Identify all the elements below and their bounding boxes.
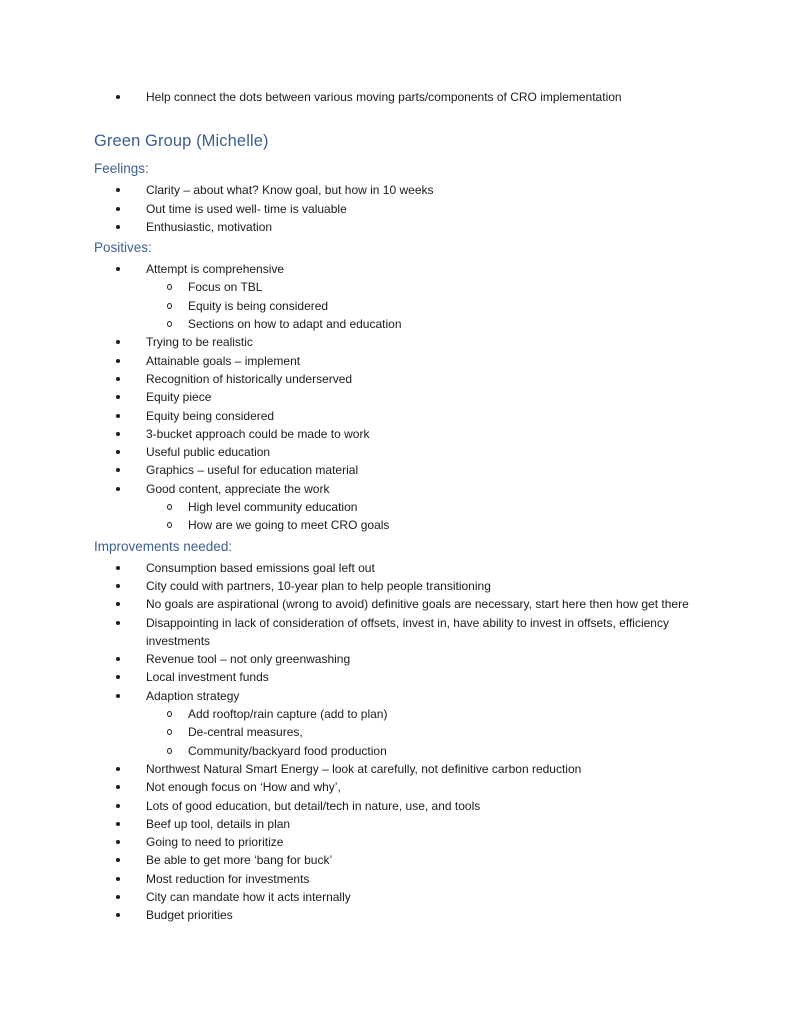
bullet-disc-icon [116,858,120,862]
bullet-item [94,218,712,236]
section-heading: Feelings: [94,161,149,177]
bullet-text: Beef up tool, details in plan [146,816,291,831]
bullet-text: Most reduction for investments [146,871,310,886]
bullet-circle-icon [167,522,172,528]
bullet-text: Useful public education [146,445,271,460]
bullet-item [94,687,712,705]
bullet-text: City could with partners, 10-year plan to help people transitioning [146,578,491,593]
bullet-disc-icon [116,785,120,789]
bullet-disc-icon [116,267,120,271]
bullet-text: Trying to be realistic [146,335,253,350]
sub-bullet-item [94,705,712,723]
bullet-text: How are we going to meet CRO goals [188,518,390,533]
bullet-text: City can mandate how it acts internally [146,889,351,904]
sub-bullet-item [94,742,712,760]
bullet-text: Adaption strategy [146,688,240,703]
bullet-disc-icon [116,95,120,99]
bullet-text: Recognition of historically underserved [146,371,353,386]
bullet-text: De-central measures, [188,725,303,740]
bullet-text: Northwest Natural Smart Energy – look at carefully, not definitive carbon reduction [146,761,582,776]
sections-container [94,160,712,924]
document-content [94,88,712,925]
bullet-circle-icon [167,303,172,309]
bullet-item [94,181,712,199]
bullet-disc-icon [116,675,120,679]
bullet-item [94,614,712,651]
bullet-text: High level community education [188,500,358,515]
bullet-text: Enthusiastic, motivation [146,219,273,234]
bullet-item [94,443,712,461]
bullet-text: Clarity – about what? Know goal, but how in 10 weeks [146,183,434,198]
bullet-disc-icon [116,395,120,399]
bullet-disc-icon [116,584,120,588]
bullet-disc-icon [116,767,120,771]
bullet-disc-icon [116,414,120,418]
sub-bullet-item [94,516,712,534]
sub-bullet-item [94,315,712,333]
bullet-circle-icon [167,504,172,510]
bullet-text: 3-bucket approach could be made to work [146,426,370,441]
sub-bullet-item [94,278,712,296]
bullet-item [94,480,712,498]
bullet-disc-icon [116,822,120,826]
intro-list [94,88,712,106]
bullet-text: Sections on how to adapt and education [188,317,402,332]
bullet-disc-icon [116,602,120,606]
bullet-item [94,851,712,869]
bullet-disc-icon [116,377,120,381]
bullet-text: Add rooftop/rain capture (add to plan) [188,707,388,722]
sub-bullet-item [94,723,712,741]
bullet-disc-icon [116,840,120,844]
bullet-disc-icon [116,621,120,625]
bullet-disc-icon [116,566,120,570]
bullet-item [94,778,712,796]
page-title: Green Group (Michelle) [94,132,269,151]
bullet-disc-icon [116,207,120,211]
bullet-disc-icon [116,913,120,917]
bullet-circle-icon [167,748,172,754]
bullet-item [94,200,712,218]
bullet-item [94,906,712,924]
bullet-disc-icon [116,340,120,344]
bullet-circle-icon [167,284,172,290]
section-list [94,260,712,534]
bullet-text: Equity being considered [146,408,275,423]
bullet-text: Lots of good education, but detail/tech in nature, use, and tools [146,798,481,813]
bullet-disc-icon [116,895,120,899]
bullet-text: Equity piece [146,390,212,405]
bullet-disc-icon [116,188,120,192]
bullet-disc-icon [116,877,120,881]
bullet-item [94,352,712,370]
bullet-item [94,260,712,278]
bullet-text: Equity is being considered [188,298,329,313]
bullet-text: Be able to get more ‘bang for buck’ [146,853,333,868]
bullet-item [94,577,712,595]
bullet-item [94,815,712,833]
bullet-item [94,88,712,106]
bullet-disc-icon [116,804,120,808]
bullet-disc-icon [116,487,120,491]
bullet-text: Out time is used well- time is valuable [146,201,347,216]
bullet-text: Attainable goals – implement [146,353,301,368]
section-heading: Positives: [94,240,152,256]
sub-bullet-item [94,498,712,516]
bullet-item [94,760,712,778]
bullet-disc-icon [116,657,120,661]
bullet-text: Focus on TBL [188,280,263,295]
bullet-item [94,559,712,577]
bullet-text: Disappointing in lack of consideration of offsets, invest in, have ability to invest in offsets, efficiency investments [146,615,669,648]
bullet-item [94,388,712,406]
bullet-text: Community/backyard food production [188,743,387,758]
bullet-text: Revenue tool – not only greenwashing [146,652,351,667]
section-list [94,559,712,925]
bullet-disc-icon [116,432,120,436]
bullet-item [94,370,712,388]
bullet-disc-icon [116,468,120,472]
sub-bullet-item [94,297,712,315]
bullet-item [94,407,712,425]
bullet-item [94,333,712,351]
bullet-text: Local investment funds [146,670,269,685]
bullet-text: Attempt is comprehensive [146,262,285,277]
bullet-text: Going to need to prioritize [146,835,284,850]
bullet-text: Graphics – useful for education material [146,463,359,478]
section-heading: Improvements needed: [94,538,233,554]
bullet-text: Help connect the dots between various moving parts/components of CRO implementation [146,90,622,104]
bullet-text: Good content, appreciate the work [146,481,330,496]
bullet-circle-icon [167,711,172,717]
bullet-item [94,461,712,479]
bullet-text: No goals are aspirational (wrong to avoid) definitive goals are necessary, start here then how get there [146,597,689,612]
bullet-item [94,650,712,668]
bullet-disc-icon [116,694,120,698]
bullet-item [94,888,712,906]
bullet-disc-icon [116,450,120,454]
bullet-item [94,425,712,443]
section-list [94,181,712,236]
bullet-item [94,870,712,888]
bullet-circle-icon [167,321,172,327]
bullet-item [94,833,712,851]
bullet-disc-icon [116,225,120,229]
bullet-text: Consumption based emissions goal left out [146,560,375,575]
bullet-item [94,668,712,686]
bullet-text: Not enough focus on ‘How and why’, [146,780,341,795]
bullet-item [94,595,712,613]
bullet-disc-icon [116,359,120,363]
bullet-item [94,797,712,815]
bullet-text: Budget priorities [146,908,233,923]
bullet-circle-icon [167,729,172,735]
